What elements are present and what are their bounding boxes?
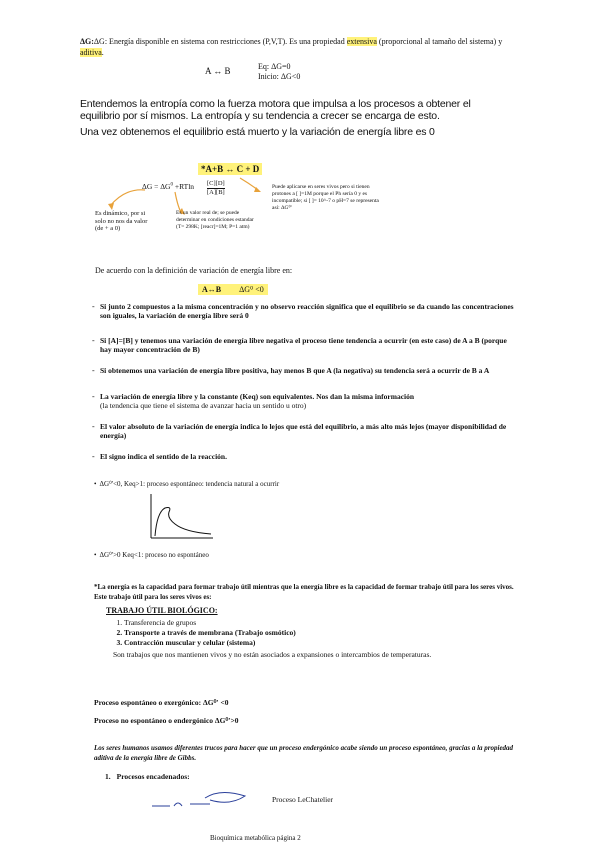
- definition-text: De acuerdo con la definición de variación de energía libre en:: [95, 266, 293, 275]
- arrow-right: [240, 178, 258, 190]
- note-mid: Es un valor real de; se puede determinar en condiciones estandar (T= 298K; [reacr]=1M; P=1 atm): [176, 210, 254, 230]
- intro-paragraph: ΔG:ΔG: Energía disponible en sistema con restricciones (P,V,T). Es una propiedad extensiva (proporcional al tamaño del sistema) y aditiva.: [80, 37, 503, 57]
- formula-mid: +RTln: [172, 182, 195, 191]
- note-right: Puede aplicarse en seres vivos pero si tienen protones a [ ]=1M porque el Ph sería 0 y es incompatible; si [ ]= 10^-7 o pH=7 se representa así: ΔG⁰': [272, 184, 379, 211]
- energy-text: *La energía es la capacidad para formar trabajo útil mientras que la energía libre es la capacidad de formar trabajo útil para los seres vivos. Este trabajo útil para los seres vivos es:: [94, 583, 514, 601]
- list-item: - Si junto 2 compuestos a la misma concentración y no observo reacción significa que el equilibrio se da cuando las concentraciones son iguales, la variación de energía libre será 0: [92, 302, 514, 320]
- lechatelier-label: Proceso LeChatelier: [272, 795, 334, 804]
- highlight-extensiva: extensiva: [346, 37, 377, 46]
- formula-left: ΔG = ΔG: [142, 182, 171, 191]
- formula-sup: 0: [170, 182, 173, 188]
- highlight-aditiva: aditiva: [80, 48, 102, 57]
- list-item: - El valor absoluto de la variación de energía indica lo lejos que está del equilibrio, a más alto más lejos (mayor disponibilidad de energía): [92, 422, 507, 440]
- curve-graph: [145, 492, 215, 540]
- fraction-num: [C][D]: [207, 180, 225, 187]
- humans-text: Los seres humanos usamos diferentes trucos para hacer que un proceso endergónico acabe siendo un proceso espontáneo, gracias a la propiedad aditiva de la energía libre de Gibbs.: [94, 744, 514, 762]
- list-item: 3. Contracción muscular y celular (sistema): [124, 638, 508, 648]
- reaction-states: [258, 62, 300, 82]
- coupled-processes: 1. Procesos encadenados:: [105, 772, 190, 781]
- eq-label: Eq: ΔG=0: [258, 62, 291, 71]
- def-reaction: A↔B: [202, 285, 222, 294]
- note-left: Es dinámico, por si solo no nos da valor (de + a 0): [95, 210, 148, 232]
- list-item: 1. Transferencia de grupos: [124, 618, 508, 628]
- fraction-den: [A][B]: [207, 188, 225, 196]
- intro-part2: (proporcional al tamaño del sistema) y: [376, 37, 503, 46]
- list-item: 2. Transporte a través de membrana (Trabajo osmótico): [124, 628, 508, 638]
- list-item: - La variación de energía libre y la constante (Keq) son equivalentes. Nos dan la misma información (la tendencia que tiene el sistema de avanzar hacia un sentido u otro): [92, 392, 415, 410]
- diagram-reaction: *A+B ↔ C + D: [198, 163, 262, 175]
- work-list: [108, 618, 508, 648]
- entropy-text: Entendemos la entropía como la fuerza motora que impulsa a los procesos a obtener el equilibrio por sí mismos. La entropía y su tendencia a crecer se encarga de esto.: [80, 98, 471, 122]
- arrow-left-head: [108, 203, 114, 210]
- start-label: Inicio: ΔG<0: [258, 72, 301, 81]
- list-item: - Si [A]=[B] y tenemos una variación de energía libre negativa el proceso tiene tendencia a ocurrir (en este caso) de A a B (porque hay mayor concentración de B): [92, 336, 507, 354]
- work-note: Son trabajos que nos mantienen vivos y no están asociados a expansiones o intercambios de temperaturas.: [113, 650, 432, 659]
- work-title: TRABAJO ÚTIL BIOLÓGICO:: [106, 606, 218, 615]
- handwritten-sketch: [150, 788, 270, 816]
- graph-curve: [155, 508, 211, 537]
- definition-eq: [198, 284, 268, 295]
- bullet-nonspontaneous: • ΔG⁰'>0 Keq<1: proceso no espontáneo: [94, 551, 209, 559]
- spontaneous-process: Proceso espontáneo o exergónico: ΔG⁰' <0: [94, 698, 229, 707]
- def-delta: ΔG⁰ <0: [239, 285, 264, 294]
- list-item: - El signo indica el sentido de la reacción.: [92, 452, 227, 461]
- arrow-left: [110, 190, 145, 206]
- equilibrium-text: Una vez obtenemos el equilibrio está muerto y la variación de energía libre es 0: [80, 126, 435, 138]
- nonspontaneous-process: Proceso no espontáneo o endergónico ΔG⁰'>0: [94, 716, 239, 725]
- sketch-scribble: [205, 792, 245, 802]
- sketch-arrow-a: [174, 803, 182, 806]
- intro-part3: .: [101, 48, 104, 57]
- intro-part1: ΔG: Energía disponible en sistema con restricciones (P,V,T). Es una propiedad: [93, 37, 347, 46]
- reaction-equation: A ↔ B: [205, 66, 231, 76]
- bullet-spontaneous: • ΔG⁰'<0, Keq>1: proceso espontáneo: tendencia natural a ocurrir: [94, 480, 280, 488]
- list-item: - Si obtenemos una variación de energía libre positiva, hay menos B que A (la negativa) su tendencia será a ocurrir de B a A: [92, 366, 490, 375]
- page-footer: Bioquímica metabólica página 2: [210, 834, 301, 842]
